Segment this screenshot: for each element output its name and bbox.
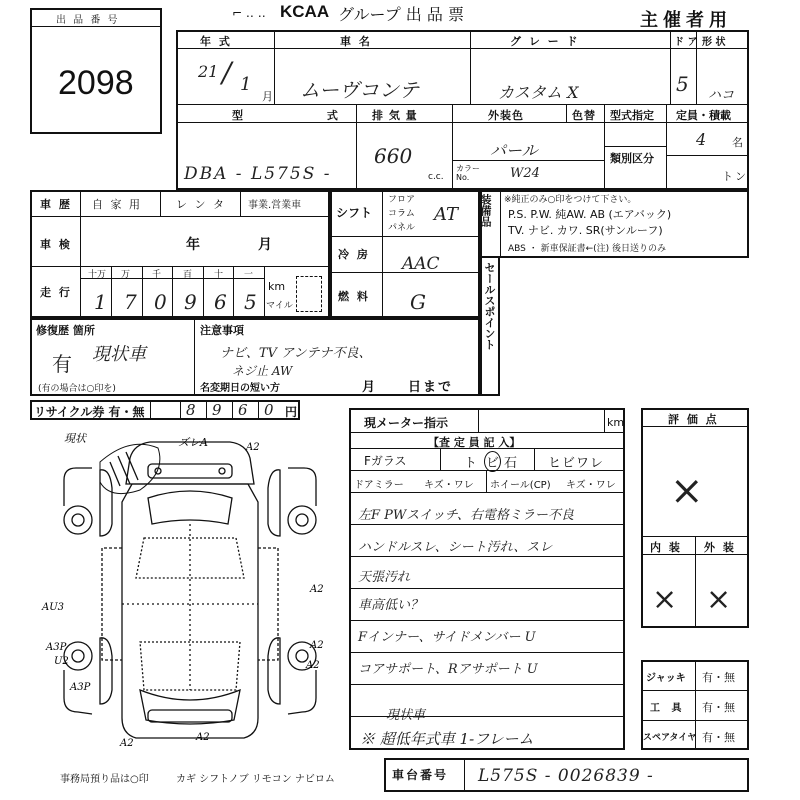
class-label: 類別区分 [610, 152, 654, 165]
km-unit: km [268, 280, 286, 293]
footer-note: ※ 超低年式車 1-フレーム [360, 730, 534, 748]
shift-value: AT [434, 204, 459, 225]
digit-label-1k: 千 [152, 270, 162, 280]
repair-note: (有の場合は○印を) [38, 384, 116, 394]
equipment-line2: TV. ナビ. カワ. SR(サンルーフ) [508, 224, 663, 237]
car-damage-diagram [40, 428, 340, 758]
repair-handwritten: 現状車 [92, 344, 146, 365]
deadline-day: 日まで [408, 380, 454, 395]
diagram-label-a2-rear: A2 [306, 660, 320, 671]
equipment-line1: P.S. P.W. 純AW. AB (エアバック) [508, 208, 672, 221]
digit-label-10k: 万 [121, 270, 131, 280]
capacity-label: 定員・積載 [676, 109, 731, 122]
interior-label: 内 装 [650, 541, 682, 554]
spare-label: スペアタイヤ [643, 733, 697, 743]
glass-opt4: ヒビワレ [548, 456, 605, 471]
business-use-label: 事業.営業車 [248, 200, 302, 211]
sales-point-label: セールスポイント [483, 262, 496, 350]
equipment-line3: ABS ・ 新車保証書←(注) 後日送りのみ [508, 244, 667, 254]
mirror-state: キズ・ワレ [424, 480, 474, 491]
lot-number: 2098 [58, 64, 134, 102]
recycle-digit-2: 6 [238, 401, 248, 419]
model-value: DBA - L575S - [184, 164, 332, 184]
color-no-label: カラーNo. [456, 164, 480, 182]
diagram-label-u2: U2 [54, 656, 69, 667]
exterior-label: 外 装 [704, 541, 736, 554]
diagram-label-zure: ズレA [178, 436, 208, 449]
year-value: 21 [198, 62, 219, 81]
glass-opt2: ビ [484, 451, 501, 472]
recycle-digit-0: 8 [186, 401, 196, 419]
displacement-value: 660 [374, 144, 413, 168]
month-value: 1 [240, 74, 252, 95]
inspection-label: 車 検 [40, 238, 72, 251]
tool-label: 工 具 [650, 703, 686, 714]
yen-unit: 円 [285, 405, 298, 419]
meter-km-unit: km [607, 416, 625, 429]
grade-label: グ レ ー ド [510, 35, 580, 48]
exterior-color-value: パール [490, 141, 538, 160]
diagram-label-a2-bottom2: A2 [196, 732, 210, 743]
interior-value: × [652, 582, 678, 617]
shift-label: シフト [336, 206, 373, 220]
mileage-digit-1: 7 [124, 290, 137, 314]
private-use-label: 自 家 用 [92, 198, 142, 211]
shape-value: ハコ [708, 88, 735, 103]
repair-label: 修復歴 箇所 [36, 324, 95, 337]
equipment-label: 装備品 [479, 194, 492, 227]
jack-label: ジャッキ [646, 673, 686, 684]
note-line2: ネジ止 AW [232, 364, 293, 378]
ac-label: 冷 房 [338, 248, 370, 261]
ton-unit: トン [722, 170, 748, 183]
notes-label: 注意事項 [200, 324, 244, 337]
year-slash: / [222, 56, 232, 89]
tool-value: 有・無 [702, 701, 735, 714]
mileage-digit-5: 5 [244, 290, 257, 314]
diagram-label-au3: AU3 [42, 602, 65, 613]
ac-value: AAC [402, 254, 440, 274]
logo: KCAA [280, 2, 330, 21]
comment-1: ハンドルスレ、シート汚れ、スレ [358, 540, 553, 555]
chassis-label: 車台番号 [392, 768, 449, 782]
meter-label: 現メーター指示 [364, 416, 449, 430]
diagram-label-a2-bottom: A2 [120, 738, 134, 749]
deadline-label: 名変期日の短い方 [200, 383, 280, 394]
cc-unit: c.c. [428, 172, 444, 182]
mileage-digit-3: 9 [184, 290, 197, 314]
comment-4: Fインナー、サイドメンバー U [358, 630, 536, 645]
rating-value: × [670, 468, 704, 514]
shift-column: コラム [388, 209, 415, 219]
glass-opt3: 石 [504, 456, 520, 471]
lot-number-label: 出 品 番 号 [56, 15, 120, 26]
fuel-label: 燃 料 [338, 290, 370, 303]
wheel-state: キズ・ワレ [566, 480, 616, 491]
header-ticks: ⌐ ‥ ‥ [232, 6, 266, 20]
diagram-label-a2-top: A2 [246, 442, 260, 453]
inspection-year: 年 [186, 237, 202, 253]
color-change-label: 色替 [572, 109, 596, 122]
chassis-value: L575S - 0026839 - [478, 766, 654, 786]
fuel-value: G [410, 290, 426, 314]
car-name-value: ムーヴコンテ [300, 78, 419, 102]
recycle-digit-3: 0 [264, 401, 274, 419]
glass-label: Fガラス [364, 454, 407, 468]
door-label: ド ア [674, 37, 698, 48]
organizer-label: 主催者用 [640, 10, 732, 31]
shape-label: 形 状 [702, 37, 726, 48]
glass-opt1: ト [464, 456, 480, 471]
comment-2: 天張汚れ [358, 570, 411, 585]
mile-checkbox [296, 276, 322, 312]
wheel-label: ホイール(CP) [490, 480, 551, 491]
mileage-digit-4: 6 [214, 290, 227, 314]
diagram-label-a2-right2: A2 [310, 640, 324, 651]
digit-label-100: 百 [183, 270, 193, 280]
displacement-label: 排 気 量 [372, 109, 418, 122]
mirror-label: ドアミラー [354, 480, 404, 491]
year-label: 年 式 [200, 35, 232, 48]
mile-unit: マイル [266, 301, 293, 311]
rental-label: レ ン タ [176, 198, 226, 211]
digit-label-100k: 十万 [88, 270, 107, 280]
exterior-color-label: 外装色 [488, 109, 524, 122]
jack-value: 有・無 [702, 671, 735, 684]
spare-value: 有・無 [702, 731, 735, 744]
model-label: 型 式 [232, 109, 378, 122]
model-designation-label: 型式指定 [610, 109, 654, 122]
digit-label-1: 一 [244, 270, 254, 280]
comment-5: コアサポート、Rアサポート U [358, 662, 538, 677]
shift-floor: フロア [388, 195, 416, 205]
diagram-label-a3p: A3P [46, 642, 67, 653]
mileage-digit-0: 1 [94, 290, 107, 314]
comment-7: 現状車 [386, 708, 426, 723]
recycle-digit-1: 9 [212, 401, 222, 419]
color-no-value: W24 [510, 166, 540, 181]
equipment-note: ※純正のみ○印をつけて下さい。 [504, 195, 637, 205]
office-items: カギ シフトノブ リモコン ナビロム [176, 774, 335, 785]
deadline-month: 月 [362, 380, 378, 395]
comment-3: 車高低い？ [358, 598, 424, 613]
month-unit: 月 [262, 90, 275, 103]
note-line1: ナビ、TV アンテナ不良、 [220, 346, 372, 361]
rating-label: 評 価 点 [668, 413, 719, 426]
mileage-digit-2: 0 [154, 290, 167, 314]
diagram-label-genjou: 現状 [64, 432, 86, 445]
exterior-value: × [706, 582, 732, 617]
recycle-label: リサイクル券 有・無 [34, 405, 145, 419]
inspector-header: 【査 定 員 記 入】 [428, 436, 521, 449]
car-name-label: 車 名 [340, 35, 372, 48]
repair-value: 有 [52, 352, 72, 376]
comment-0: 左F PWスイッチ、右電格ミラー不良 [358, 508, 574, 523]
office-note: 事務局預り品は○印 [60, 774, 149, 785]
history-label: 車 歴 [40, 198, 72, 211]
diagram-label-a3p-2: A3P [70, 682, 91, 693]
form-title: グループ 出 品 票 [338, 5, 464, 24]
capacity-value: 4 [696, 130, 707, 149]
shift-panel: パネル [388, 223, 416, 233]
grade-value: カスタム X [498, 83, 579, 102]
digit-label-10: 十 [214, 270, 224, 280]
capacity-unit: 名 [732, 136, 745, 149]
mileage-label: 走 行 [40, 286, 72, 299]
door-value: 5 [676, 72, 689, 96]
inspection-month: 月 [258, 237, 274, 253]
diagram-label-a2-right: A2 [310, 584, 324, 595]
